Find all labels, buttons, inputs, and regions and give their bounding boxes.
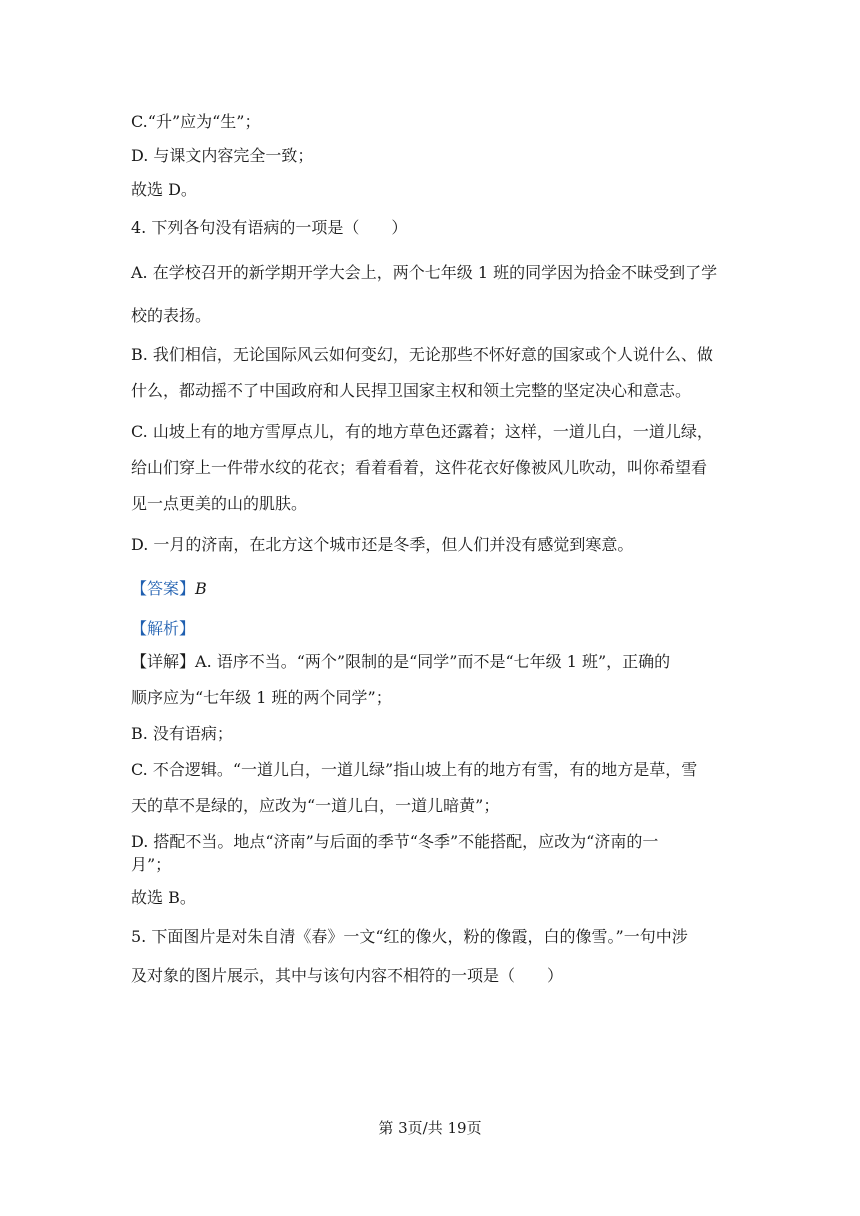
- question-4-stem: 4. 下列各句没有语病的一项是（ ）: [131, 218, 408, 237]
- question-4-option-d: D. 一月的济南，在北方这个城市还是冬季，但人们并没有感觉到寒意。: [131, 535, 634, 554]
- question-4-option-a-cont: 校的表扬。: [131, 306, 212, 325]
- question-4-option-c-cont2: 见一点更美的山的肌肤。: [131, 494, 308, 513]
- prev-option-c: C.“升”应为“生”；: [131, 112, 261, 131]
- question-4-option-b-cont: 什么，都动摇不了中国政府和人民捍卫国家主权和领土完整的坚定决心和意志。: [131, 381, 692, 400]
- answer-line: [131, 579, 207, 599]
- question-5-stem-cont: 及对象的图片展示，其中与该句内容不相符的一项是（ ）: [131, 966, 564, 985]
- page-footer: 第 3页/共 19页: [378, 1119, 482, 1137]
- answer-label: 【答案】: [131, 579, 196, 598]
- answer-value: B: [195, 579, 207, 598]
- detail-label: 【详解】: [131, 652, 196, 671]
- prev-choice: 故选 D。: [131, 180, 197, 199]
- question-4-option-a: A. 在学校召开的新学期开学大会上，两个七年级 1 班的同学因为拾金不昧受到了学: [131, 263, 718, 282]
- detail-option-a: [131, 652, 670, 672]
- detail-option-a-cont: 顺序应为“七年级 1 班的两个同学”；: [131, 688, 392, 707]
- detail-option-d: D. 搭配不当。地点“济南”与后面的季节“冬季”不能搭配，应改为“济南的一: [131, 832, 659, 851]
- detail-choice: 故选 B。: [131, 888, 196, 907]
- detail-option-c-cont: 天的草不是绿的，应改为“一道儿白，一道儿暗黄”；: [131, 796, 500, 815]
- question-5-stem: 5. 下面图片是对朱自清《春》一文“红的像火，粉的像霞，白的像雪。”一句中涉: [131, 927, 688, 946]
- detail-option-d-cont: 月”；: [131, 855, 172, 874]
- analysis-label: 【解析】: [131, 619, 196, 638]
- detail-option-c: C. 不合逻辑。“一道儿白，一道儿绿”指山坡上有的地方有雪，有的地方是草，雪: [131, 760, 698, 779]
- question-4-option-c-cont1: 给山们穿上一件带水纹的花衣；看着看着，这件花衣好像被风儿吹动，叫你希望看: [131, 458, 708, 477]
- detail-option-b: B. 没有语病；: [131, 724, 233, 743]
- detail-option-a-text: A. 语序不当。“两个”限制的是“同学”而不是“七年级 1 班”，正确的: [195, 652, 671, 671]
- question-4-option-b: B. 我们相信，无论国际风云如何变幻，无论那些不怀好意的国家或个人说什么、做: [131, 345, 713, 364]
- question-4-option-c: C. 山坡上有的地方雪厚点儿，有的地方草色还露着；这样，一道儿白，一道儿绿，: [131, 422, 713, 441]
- prev-option-d: D. 与课文内容完全一致；: [131, 146, 314, 165]
